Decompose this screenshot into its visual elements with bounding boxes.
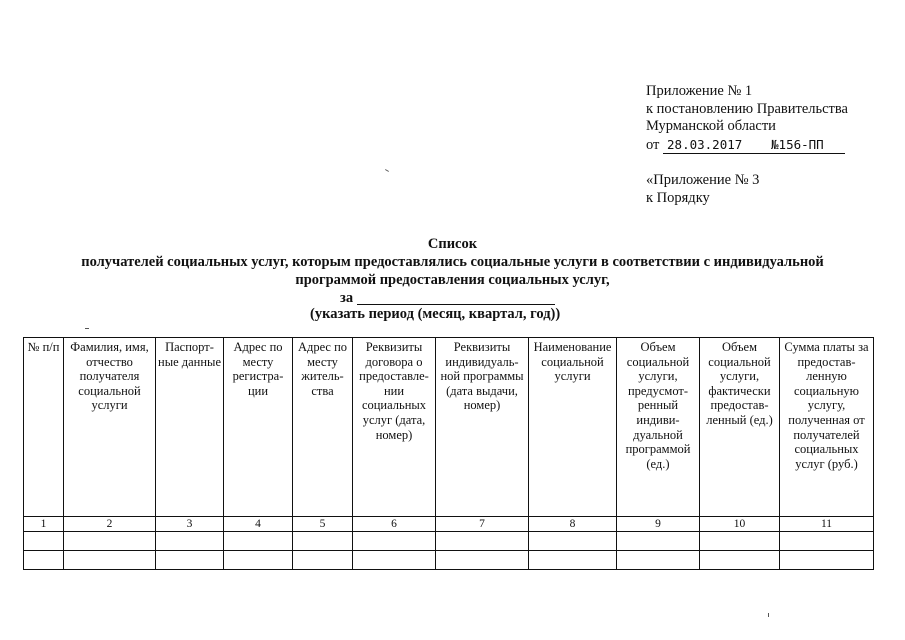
col-number: 6	[353, 517, 436, 532]
document-subtitle-line-2: программой предоставления социальных услуг,	[295, 272, 610, 288]
recipients-table	[23, 337, 874, 570]
appendix-line-5: «Приложение № 3	[646, 172, 760, 188]
col-number: 1	[24, 517, 64, 532]
approval-date: 28.03.2017	[663, 136, 769, 155]
appendix-line-1: Приложение № 1	[646, 83, 753, 99]
table-header-row	[24, 338, 874, 517]
date-prefix: от	[646, 136, 660, 153]
scan-mark-3	[768, 613, 769, 617]
table-row	[24, 551, 874, 570]
col-header-fio: Фамилия, имя, отчество получателя социальной услуги	[64, 338, 156, 517]
appendix-line-3: Мурманской области	[646, 118, 776, 134]
column-number-row	[24, 517, 874, 532]
col-header-passport: Паспорт-ные данные	[156, 338, 224, 517]
col-number: 10	[700, 517, 780, 532]
document-title: Список	[427, 236, 478, 252]
scan-mark	[385, 169, 389, 172]
col-header-program: Реквизиты индивидуаль-ной программы (дата выдачи, номер)	[436, 338, 529, 517]
period-blank-line	[357, 304, 555, 305]
col-number: 7	[436, 517, 529, 532]
col-header-payment-sum: Сумма платы за предостав-ленную социальную услугу, полученная от получателей социальных услуг (руб.)	[780, 338, 874, 517]
col-number: 2	[64, 517, 156, 532]
appendix-date-line	[646, 136, 848, 155]
col-header-actual-volume: Объем социальной услуги, фактически предостав-ленный (ед.)	[700, 338, 780, 517]
appendix-line-6: к Порядку	[646, 189, 710, 206]
scan-mark-2	[85, 328, 89, 329]
col-header-service-name: Наименование социальной услуги	[529, 338, 617, 517]
col-number: 8	[529, 517, 617, 532]
col-header-planned-volume: Объем социальной услуги, предусмот-ренный индиви-дуальной программой (ед.)	[617, 338, 700, 517]
period-hint: (указать период (месяц, квартал, год))	[310, 306, 561, 322]
col-number: 11	[780, 517, 874, 532]
col-header-reg-address: Адрес по месту регистра-ции	[224, 338, 293, 517]
table-row	[24, 532, 874, 551]
approval-number: №156-ПП	[769, 136, 845, 155]
col-header-live-address: Адрес по месту житель-ства	[293, 338, 353, 517]
period-prefix: за	[340, 290, 354, 306]
col-number: 4	[224, 517, 293, 532]
col-number: 3	[156, 517, 224, 532]
col-number: 9	[617, 517, 700, 532]
col-header-contract: Реквизиты договора о предоставле-нии социальных услуг (дата, номер)	[353, 338, 436, 517]
document-subtitle-line-1: получателей социальных услуг, которым предоставлялись социальные услуги в соответствии с индивидуальной	[81, 254, 824, 270]
appendix-block	[646, 83, 848, 207]
col-header-num: № п/п	[24, 338, 64, 517]
col-number: 5	[293, 517, 353, 532]
appendix-line-2: к постановлению Правительства	[646, 100, 848, 117]
